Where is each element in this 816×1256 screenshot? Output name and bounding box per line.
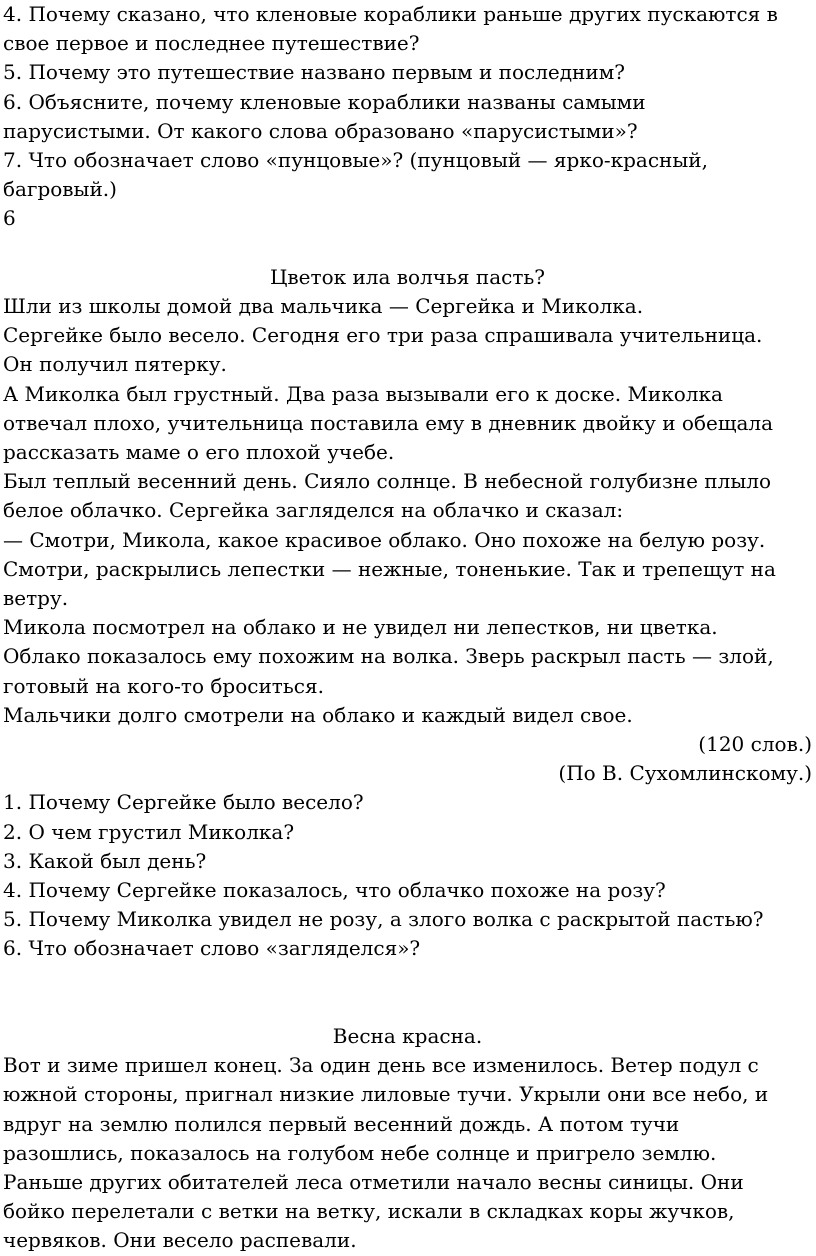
story-text-line: готовый на кого-то броситься. — [3, 673, 324, 698]
blank-line — [3, 964, 812, 993]
story-text-line: Вот и зиме пришел конец. За один день все изменилось. Ветер подул с — [3, 1053, 759, 1078]
story-text-line: Смотри, раскрылись лепестки — нежные, тоненькие. Так и трепещут на — [3, 556, 776, 581]
question-line: 5. Почему Миколка увидел не розу, а злого волка с раскрытой пастью? — [3, 907, 764, 932]
story-text-line: бойко перелетали с ветки на ветку, искали в складках коры жучков, — [3, 1199, 735, 1224]
story-title: Весна красна. — [332, 1024, 483, 1049]
question-line: багровый.) — [3, 177, 117, 202]
story-text-line: червяков. Они весело распевали. — [3, 1228, 357, 1253]
story-text-line: Сергейке было весело. Сегодня его три раза спрашивала учительница. — [3, 323, 763, 348]
question-line: парусистыми. От какого слова образовано «парусистыми»? — [3, 118, 638, 143]
top-questions-section — [3, 0, 812, 234]
story-title: Цветок ила волчья пасть? — [269, 264, 546, 289]
story-text-line: Раньше других обитателей леса отметили начало весны синицы. Они — [3, 1170, 744, 1195]
question-line: 5. Почему это путешествие названо первым и последним? — [3, 60, 625, 85]
story-text-line: южной стороны, пригнал низкие лиловые тучи. Укрыли они все небо, и — [3, 1082, 769, 1107]
question-line: 1. Почему Сергейке было весело? — [3, 790, 364, 815]
question-line: свое первое и последнее путешествие? — [3, 31, 420, 56]
story-text-line: отвечал плохо, учительница поставила ему в дневник двойку и обещала — [3, 410, 773, 435]
section-number: 6 — [3, 206, 16, 231]
story-text-line: белое облачко. Сергейка загляделся на облачко и сказал: — [3, 498, 624, 523]
story-text-line: — Смотри, Микола, какое красивое облако. Оно похоже на белую розу. — [3, 527, 766, 552]
word-count: (120 слов.) — [698, 732, 812, 757]
story-text-line: ветру. — [3, 586, 69, 611]
story-text-line: вдруг на землю полился первый весенний дождь. А потом тучи — [3, 1111, 680, 1136]
story-text-line: разошлись, показалось на голубом небе солнце и пригрело землю. — [3, 1140, 717, 1165]
question-line: 6. Что обозначает слово «загляделся»? — [3, 936, 421, 961]
question-line: 2. О чем грустил Миколка? — [3, 819, 295, 844]
story-text-line: А Миколка был грустный. Два раза вызывали его к доске. Миколка — [3, 381, 723, 406]
story-text-line: рассказать маме о его плохой учебе. — [3, 440, 395, 465]
story-text-line: Он получил пятерку. — [3, 352, 227, 377]
question-line: 6. Объясните, почему кленовые кораблики названы самыми — [3, 89, 646, 114]
story-text-line: Мальчики долго смотрели на облако и каждый видел свое. — [3, 702, 633, 727]
question-line: 3. Какой был день? — [3, 848, 207, 873]
story-text-line: Микола посмотрел на облако и не увидел ни лепестков, ни цветка. — [3, 615, 718, 640]
story-section-1 — [3, 263, 812, 964]
blank-line — [3, 993, 812, 1022]
story-source: (По В. Сухомлинскому.) — [558, 761, 812, 786]
question-line: 7. Что обозначает слово «пунцовые»? (пунцовый — ярко-красный, — [3, 148, 708, 173]
story-text-line: Облако показалось ему похожим на волка. Зверь раскрыл пасть — злой, — [3, 644, 774, 669]
story-text-line: Шли из школы домой два мальчика — Сергейка и Миколка. — [3, 294, 644, 319]
blank-line — [3, 234, 812, 263]
question-line: 4. Почему сказано, что кленовые кораблики раньше других пускаются в — [3, 2, 778, 26]
question-line: 4. Почему Сергейке показалось, что облачко похоже на розу? — [3, 878, 666, 903]
story-section-2 — [3, 1022, 812, 1256]
story-text-line: Был теплый весенний день. Сияло солнце. В небесной голубизне плыло — [3, 469, 772, 494]
